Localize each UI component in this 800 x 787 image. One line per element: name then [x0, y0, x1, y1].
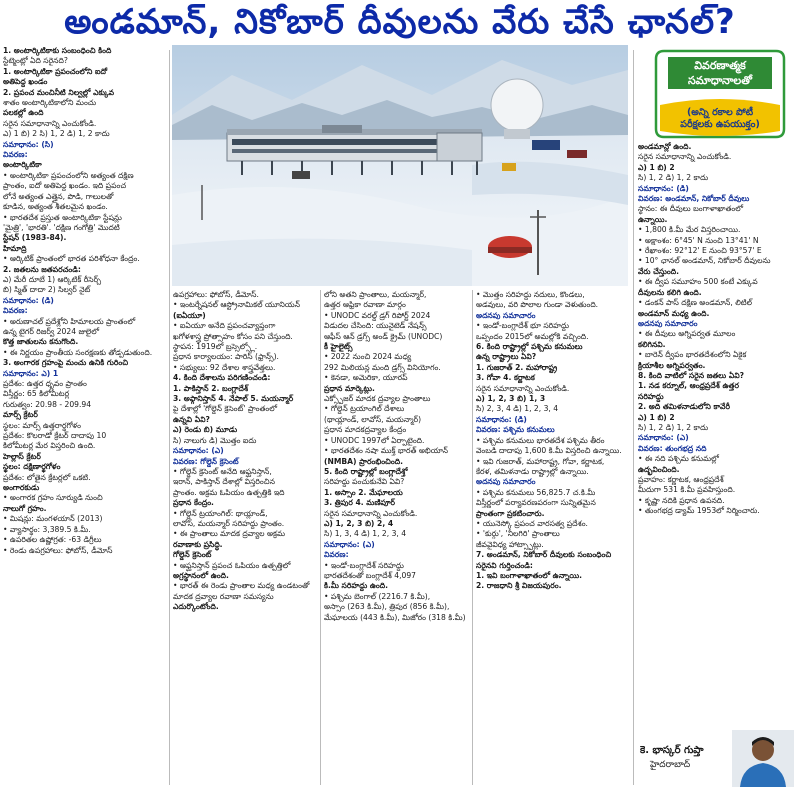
- article-line: ఉన్న టైగర్ రిజర్వ్ 2024 జులైలో: [3, 326, 100, 336]
- article-line: సి) నాలుగు డి) మొత్తం ఐదు: [173, 435, 257, 445]
- article-line: కొత్త జాతులను కనుగొంది.: [3, 337, 79, 347]
- article-line: జీవవైవిధ్య హాట్స్పాట్లు.: [476, 539, 544, 549]
- article-line: ప్రధాన కేంద్రం.: [173, 498, 214, 508]
- article-line: 2. రాజధాని శ్రీ విజయపురం.: [476, 581, 562, 591]
- article-line: 4. కింది దేశాలను పరిగణించండి:: [173, 373, 271, 383]
- article-line: వివరణ:: [3, 306, 28, 316]
- article-line: • గోల్డెన్ ట్రయాంగిల్: థాయ్లాండ్,: [173, 508, 268, 518]
- article-line: • గోల్డెన్ ట్రయాంగిల్ దేశాలు: [324, 404, 405, 414]
- article-line: • వ్యాసార్థం: 3,389.5 కి.మీ.: [3, 524, 91, 534]
- article-line: • భారత్ ఈ రెండు ప్రాంతాల మధ్య ఉండటంతో: [173, 581, 310, 591]
- article-line: (థాయ్లాండ్, లావోస్, మయన్మార్): [324, 414, 422, 424]
- article-line: సమాధానం: (డి): [3, 295, 54, 305]
- article-line: సరైన సమాధానాన్ని ఎంచుకోండి.: [324, 508, 418, 518]
- article-line: ఎ) రెండు బి) మూడు: [173, 425, 238, 435]
- article-line: 3. అంగారక గ్రహంపై మంచు ఉనికి గురించి: [3, 358, 129, 368]
- article-line: దీవులను కలిగి ఉంది.: [638, 287, 702, 297]
- badge-detailed-answers: [650, 49, 790, 139]
- article-line: 1. ఇవి బంగాళాఖాతంలో ఉన్నాయి.: [476, 570, 583, 580]
- article-line: సి) 1, 2 డి) 1, 2 కాదు: [638, 173, 709, 183]
- article-line: • డంకన్ పాస్ దక్షిణ అండమాన్, లిటిల్: [638, 298, 753, 308]
- article-line: • ఆఫ్ఘనిస్తాన్ ప్రపంచ ఓపియం ఉత్పత్తిలో: [173, 560, 291, 570]
- article-line: • ఇంటర్నేషనల్ ఆస్ట్రోనామికల్ యూనియన్: [173, 300, 300, 310]
- article-line: వివరణ: తుంగభద్ర నది: [638, 443, 707, 453]
- column-divider: [320, 290, 321, 785]
- article-line: ఇరాన్, పాకిస్తాన్ దేశాల్లో విస్తరించిన: [173, 477, 275, 487]
- article-line: మార్స్ క్రేటర్: [3, 410, 38, 420]
- article-line: వేరు చేస్తుంది.: [638, 266, 679, 276]
- article-line: • మొత్తం సరిహద్దు నదులు, కొండలు,: [476, 290, 585, 299]
- badge-line-4: పరీక్షలకు ఉపయుక్తం): [680, 119, 760, 130]
- article-column-4: [476, 290, 630, 786]
- column-divider: [472, 290, 473, 785]
- article-line: • పశ్చిమ బెంగాల్ (2216.7 కి.మీ),: [324, 591, 431, 601]
- article-line: (NMBA) ప్రారంభించింది.: [324, 456, 403, 466]
- article-line: సరైన సమాధానాన్ని ఎంచుకోండి.: [476, 383, 570, 393]
- article-line: కలిగినవి.: [638, 339, 666, 349]
- article-line: ఎ) 1, 2, 3 బి) 1, 3: [476, 394, 546, 404]
- article-line: • బారెన్ ద్వీపం భారతదేశంలోని ఏకైక: [638, 350, 747, 360]
- article-line: ప్రదేశం: ఉత్తర ధృవం ప్రాంతం: [3, 379, 87, 388]
- article-line: ప్రధాన కార్యాలయం: పారిస్ (ఫ్రాన్స్).: [173, 352, 279, 362]
- article-line: • భారతదేశం నషా ముక్త్ భారత్ అభియాన్: [324, 446, 449, 456]
- article-line: • యునెస్కో ప్రపంచ వారసత్వ ప్రదేశం.: [476, 518, 588, 528]
- article-line: • తుంగభద్ర డ్యామ్ 1953లో నిర్మించారు.: [638, 506, 760, 516]
- article-line: కిలోమీటర్ల మేర విస్తరించి ఉంది.: [3, 441, 96, 451]
- article-line: • 1,800 కి.మీ మేర విస్తరించాయి.: [638, 225, 741, 235]
- page-headline: అండమాన్, నికోబార్ దీవులను వేరు చేసే ఛానల్?: [64, 2, 736, 42]
- article-line: (ఐఏయూ): [173, 310, 206, 320]
- article-line: సి) 1, 2 డి) 1, 2 కాదు: [638, 422, 709, 432]
- article-line: స్టేట్మెంట్లో ఏది సరైనది?: [3, 56, 68, 66]
- article-line: గోల్డెన్ క్రెసెంట్: [173, 550, 212, 560]
- article-line: సరైన సమాధానాన్ని ఎంచుకోండి.: [638, 152, 732, 162]
- article-line: వివరణ: పశ్చిమ కనుమలు: [476, 425, 555, 435]
- article-line: • పశ్చిమ కనుమలు 56,825.7 చ.కి.మీ: [476, 487, 596, 497]
- article-line: స్టేషన్ (1983-84).: [3, 233, 67, 243]
- article-line: మాదక ద్రవ్యాల రవాణా సమస్యను: [173, 591, 274, 601]
- article-line: 5. కింది రాష్ట్రాల్లో బంగ్లాదేశ్తో: [324, 466, 408, 476]
- article-line: ఎ) 1 బి) 2: [638, 162, 675, 172]
- article-line: • ఈ ద్వీప సమూహం 500 కంటే ఎక్కువ: [638, 277, 758, 287]
- article-line: 3. గోవా 4. కర్ణాటక: [476, 373, 535, 383]
- article-line: వివరణ: గోల్డెన్ క్రెసెంట్: [173, 456, 239, 466]
- article-line: • అంటార్కిటికా ప్రపంచంలోని అత్యంత దక్షిణ: [3, 170, 134, 180]
- article-line: ఉద్భవించింది.: [638, 464, 680, 474]
- article-line: అదనపు సమాచారం: [638, 318, 698, 328]
- article-line: • భారతదేశ ప్రస్తుత అంటార్కిటికా స్టేషన్లు: [3, 212, 122, 222]
- article-line: • కెనడా, అమెరికా, యూరప్: [324, 373, 408, 383]
- article-line: ప్రాంతం. అక్రమ ఓపియం ఉత్పత్తికి ఇది: [173, 487, 285, 497]
- article-line: అండమాన్లో ఉంది.: [638, 142, 692, 151]
- article-line: సమాధానం: (ఎ): [638, 433, 689, 443]
- article-line: ప్రధాన మాదకద్రవ్యాల కేంద్రం: [324, 425, 407, 435]
- article-line: సరిహద్దు: [638, 391, 664, 401]
- article-column-5: [638, 142, 798, 726]
- article-line: 1. అంటార్కిటికా ప్రపంచంలోని ఐదో: [3, 66, 108, 76]
- article-line: ఎదుర్కొంటోంది.: [173, 602, 219, 612]
- badge-line-3: (అన్ని రకాల పోటీ: [686, 107, 754, 118]
- article-line: • అంగారక గ్రహం సూర్యుడి నుంచి: [3, 493, 103, 503]
- article-line: 3. త్రిపుర 4. మణిపూర్: [324, 498, 396, 508]
- article-line: లోనే అత్యంత ఎత్తైన, పొడి, గాలులతో: [3, 191, 114, 201]
- article-line: అంగారకుడు: [3, 483, 40, 493]
- article-line: • మిషన్లు: మంగళయాన్ (2013): [3, 514, 103, 524]
- article-line: సమాధానం: (ఎ): [173, 446, 224, 456]
- article-line: • ఇవి గుజరాత్, మహారాష్ట్ర, గోవా, కర్ణాటక,: [476, 456, 605, 466]
- article-line: 292 మిలియన్ల మంది డ్రగ్స్ వినియోగం.: [324, 362, 441, 372]
- badge-line-2: సమాధానాలతో: [688, 74, 752, 87]
- article-line: సి) 1, 3, 4 డి) 1, 2, 3, 4: [324, 529, 407, 539]
- article-line: సమాధానం: (సి): [3, 139, 54, 149]
- article-line: విస్తీర్ణంలో పర్యావరణపరంగా సున్నితమైన: [476, 498, 596, 508]
- article-line: అదనపు సమాచారం: [476, 477, 536, 487]
- article-line: 2. ప్రపంచ మంచినీటి నిల్వల్లో ఎక్కువ: [3, 87, 115, 97]
- article-line: • ఈ ప్రాంతాలు మాదక ద్రవ్యాల అక్రమ: [173, 529, 286, 539]
- article-line: వెంబడి దాదాపు 1,600 కి.మీ విస్తరించి ఉన్నాయి.: [476, 446, 622, 456]
- article-line: విడుదల చేసింది: యునైటెడ్ నేషన్స్: [324, 321, 427, 331]
- article-line: • రెండు ఉపగ్రహాలు: ఫోబోస్, డీమోస్: [3, 545, 113, 555]
- article-line: 1. అంటార్కిటికాకు సంబంధించి కింది: [3, 46, 112, 55]
- article-line: భారతదేశంతో బంగ్లాదేశ్ 4,097: [324, 570, 416, 580]
- article-line: • ఉపరితల ఉష్ణోగ్రత: -63 డిగ్రీలు: [3, 535, 102, 545]
- article-line: సరైన సమాధానాన్ని ఎంచుకోండి.: [3, 118, 97, 128]
- article-line: • ఇండో-బంగ్లాదేశ్ భూ సరిహద్దు: [476, 321, 570, 331]
- article-line: విస్తీర్ణం: 65 కిలోమీటర్ల: [3, 389, 70, 399]
- article-line: వివరణ: అండమాన్, నికోబార్ దీవులు: [638, 194, 750, 204]
- article-line: సరిహద్దు పంచుకునేవి ఏవి?: [324, 477, 405, 487]
- article-line: • సభ్యులు: 92 దేశాల శాస్త్రవేత్తలు.: [173, 362, 276, 372]
- article-column-1: [3, 46, 165, 786]
- article-line: పలకల్లో ఉంది: [3, 108, 44, 118]
- article-line: ఎ) మేరీ దూబే 1) ఆర్కిటిక్ రీసెర్చ్: [3, 274, 102, 284]
- article-line: అదనపు సమాచారం: [476, 310, 536, 320]
- article-line: • 2022 నుంచి 2024 మధ్య: [324, 352, 412, 362]
- article-line: ఖగోళశాస్త్ర ప్రోత్సాహం కోసం పని చేస్తుంది.: [173, 331, 293, 341]
- article-line: ఎ) 1 బి) 2 సి) 1, 2 డి) 1, 2 కాదు: [3, 129, 110, 139]
- article-line: • ఈ నది పశ్చిమ కనుమల్లో: [638, 454, 719, 464]
- article-line: గురుత్వం: 20.98 - 209.94: [3, 399, 92, 409]
- article-line: • పశ్చిమ కనుమలు భారతదేశ పశ్చిమ తీరం: [476, 435, 605, 445]
- article-line: ప్రాంతంగా ప్రకటించారు.: [476, 508, 545, 518]
- article-line: 8. కింది వాటిలో సరైన జతలు ఏవి?: [638, 370, 745, 380]
- article-line: పై దేశాల్లో 'గోల్డెన్ క్రెసెంట్' ప్రాంతంలో: [173, 404, 278, 414]
- author-name: కె. భాస్కర్ గుప్తా: [640, 745, 704, 756]
- antarctic-research-station-photo: [172, 45, 628, 286]
- article-line: • కృష్ణా నదికి ప్రధాన ఉపనది.: [638, 495, 725, 505]
- article-line: స్థానం: ఈ దీవులు బంగాళాఖాతంలో: [638, 204, 744, 214]
- article-line: • ఐఏయూ అనేది ప్రపంచవ్యాప్తంగా: [173, 321, 276, 331]
- article-line: ఆఫీస్ ఆన్ డ్రగ్స్ అండ్ క్రైమ్ (UNODC): [324, 331, 443, 341]
- article-line: స్థలం: మార్స్ ఉత్తరార్థగోళం: [3, 420, 81, 430]
- article-line: హెల్లాస్ క్రేటర్: [3, 451, 41, 461]
- article-line: ఒప్పందం 2015లో అమల్లోకి వచ్చింది.: [476, 331, 589, 341]
- article-line: 2. జతలను జతపరచండి:: [3, 264, 81, 274]
- article-line: ఉత్తర ఆఫ్రికా రవాణా మార్గం: [324, 300, 406, 310]
- author-photo: [732, 730, 794, 787]
- article-line: సి) 2, 3, 4 డి) 1, 2, 3, 4: [476, 404, 559, 414]
- article-line: అడవులు, వరి పొలాల గుండా వెళుతుంది.: [476, 300, 599, 310]
- article-line: ఉన్నవి ఏవి?: [173, 414, 210, 424]
- article-line: ఉన్న రాష్ట్రాలు ఏవి?: [476, 352, 537, 362]
- article-line: 2. అది తమిళనాడులోని కావేరీ: [638, 402, 730, 412]
- article-line: బి) స్మిత్ దాదా 2) సిల్వర్ నైట్: [3, 285, 91, 295]
- article-line: ఎ) 1, 2, 3 బి) 2, 4: [324, 518, 394, 528]
- article-line: అగ్రస్థానంలో ఉంది.: [173, 570, 229, 580]
- article-line: ప్రవాహం: కర్ణాటక, ఆంధ్రప్రదేశ్: [638, 475, 724, 484]
- article-line: అండమాన్ మధ్య ఉంది.: [638, 308, 710, 318]
- article-line: లోని అతని ప్రాంతాలు, మయన్మార్,: [324, 290, 427, 299]
- author-place: హైదరాబాద్: [650, 760, 691, 770]
- article-line: అంటార్కిటికా: [3, 160, 42, 170]
- article-line: 1. అస్సాం 2. మేఘాలయ: [324, 487, 403, 497]
- article-line: ఉన్నాయి.: [638, 214, 668, 224]
- article-line: • అక్షాంశం: 6°45' N నుంచి 13°41' N: [638, 235, 759, 245]
- article-line: • UNODC 1997లో ఏర్పాటైంది.: [324, 435, 425, 445]
- article-line: 7. అండమాన్, నికోబార్ దీవులకు సంబంధించి: [476, 550, 612, 560]
- article-line: • ఈ దీవులు అగ్నిపర్వత మూలం: [638, 329, 736, 339]
- article-line: వివరణ:: [324, 550, 349, 560]
- article-line: కూడిన, అత్యంత శీతలమైన ఖండం.: [3, 202, 108, 212]
- article-line: మీదుగా 531 కి.మీ ప్రవహిస్తుంది.: [638, 485, 736, 495]
- article-line: ఎక్స్పోజర్ మాదక ద్రవ్యాల ప్రాంతాలు: [324, 394, 431, 404]
- article-line: ఉపగ్రహాలు: ఫోబోస్, డీమోస్.: [173, 290, 259, 299]
- article-column-2: [173, 290, 317, 786]
- article-line: స్థలం: దక్షిణార్థగోళం: [3, 462, 61, 472]
- article-line: హిమాద్రి: [3, 243, 27, 253]
- article-line: క్రియాశీల అగ్నిపర్వతం.: [638, 360, 706, 370]
- article-line: 'మైత్రి', 'భారతి'. 'దక్షిణ గంగోత్రి' మొదటి: [3, 222, 120, 232]
- article-line: • ఈ నిర్ణయం ప్రాంతీయ సంరక్షణకు తోడ్పడుతుంది.: [3, 347, 153, 357]
- article-line: • 10° ఛానల్ అండమాన్, నికోబార్ దీవులను: [638, 256, 771, 266]
- column-divider: [633, 50, 634, 785]
- article-line: స్థాపన: 1919లో బ్రస్సెల్స్లో.: [173, 342, 258, 352]
- article-line: ప్రదేశం: లోతైన క్రేటర్లలో ఒకటి.: [3, 472, 91, 482]
- article-line: ఎ) 1 బి) 2: [638, 412, 675, 422]
- article-line: కేరళ, తమిళనాడు రాష్ట్రాల్లో ఉన్నాయి.: [476, 466, 589, 476]
- article-line: 3. అఫ్గానిస్తాన్ 4. నేపాల్ 5. మయన్మార్: [173, 394, 294, 404]
- article-line: • 'కుర్గు', 'నీలగిరి' ప్రాంతాలు: [476, 529, 560, 539]
- article-line: ప్రదేశం: కొలరాడో క్రేటర్ దాదాపు 10: [3, 431, 107, 441]
- article-line: సమాధానం: (ఎ): [324, 539, 375, 549]
- article-line: 1. పాకిస్తాన్ 2. బంగ్లాదేశ్: [173, 383, 249, 393]
- article-line: సమాధానం: (డి): [638, 183, 689, 193]
- article-line: శాతం అంటార్కిటికాలోని మంచు: [3, 98, 97, 108]
- article-line: 6. కింది రాష్ట్రాల్లో పశ్చిమ కనుమలు: [476, 342, 583, 352]
- article-line: రవాణాకు ప్రసిద్ధి.: [173, 539, 223, 549]
- article-line: లావోస్, మయన్మార్ సరిహద్దు ప్రాంతం.: [173, 518, 285, 528]
- article-line: సరైనవి గుర్తించండి:: [476, 560, 533, 570]
- article-line: 1. గుజరాత్ 2. మహారాష్ట్ర: [476, 362, 558, 372]
- article-line: నాలుగో గ్రహం.: [3, 503, 47, 513]
- article-line: ప్రాంతం, ఐదో అతిపెద్ద ఖండం. ఇది ప్రపంచ: [3, 181, 127, 191]
- article-line: కి.మీ సరిహద్దు ఉంది.: [324, 581, 388, 591]
- article-column-3: [324, 290, 469, 786]
- column-divider: [169, 50, 170, 785]
- article-line: అతిపెద్ద ఖండం: [3, 77, 48, 87]
- author-byline: [636, 730, 800, 787]
- article-line: 1. నడ కర్నూల్, ఆంధ్రప్రదేశ్ ఉత్తర: [638, 381, 739, 391]
- article-line: సమాధానం: ఎ) 1: [3, 368, 59, 378]
- article-line: ప్రధాన మార్కెట్లు.: [324, 383, 375, 393]
- article-line: • అరుణాచల్ ప్రదేశ్లోని హిమాలయ ప్రాంతంలో: [3, 316, 136, 326]
- article-line: • ఇండో-బంగ్లాదేశ్ సరిహద్దు: [324, 560, 404, 570]
- article-line: అస్సాం (263 కి.మీ), త్రిపుర (856 కి.మీ),: [324, 602, 450, 612]
- article-line: మేఘాలయ (443 కి.మీ), మిజోరం (318 కి.మీ): [324, 612, 466, 622]
- article-line: • UNODC వరల్డ్ డ్రగ్ రిపోర్ట్ 2024: [324, 310, 431, 320]
- article-line: వివరణ:: [3, 150, 28, 160]
- badge-line-1: వివరణాత్మక: [694, 59, 746, 72]
- article-line: సమాధానం: (డి): [476, 414, 527, 424]
- article-line: • గోల్డెన్ క్రెసెంట్ అనేది ఆఫ్ఘనిస్తాన్,: [173, 466, 272, 476]
- article-line: • రేఖాంశం: 92°12' E నుంచి 93°57' E: [638, 246, 762, 256]
- article-line: కీ హైలైట్స్: [324, 342, 353, 352]
- article-line: • ఆర్కిటిక్ ప్రాంతంలో భారత పరిశోధనా కేంద్రం.: [3, 254, 140, 264]
